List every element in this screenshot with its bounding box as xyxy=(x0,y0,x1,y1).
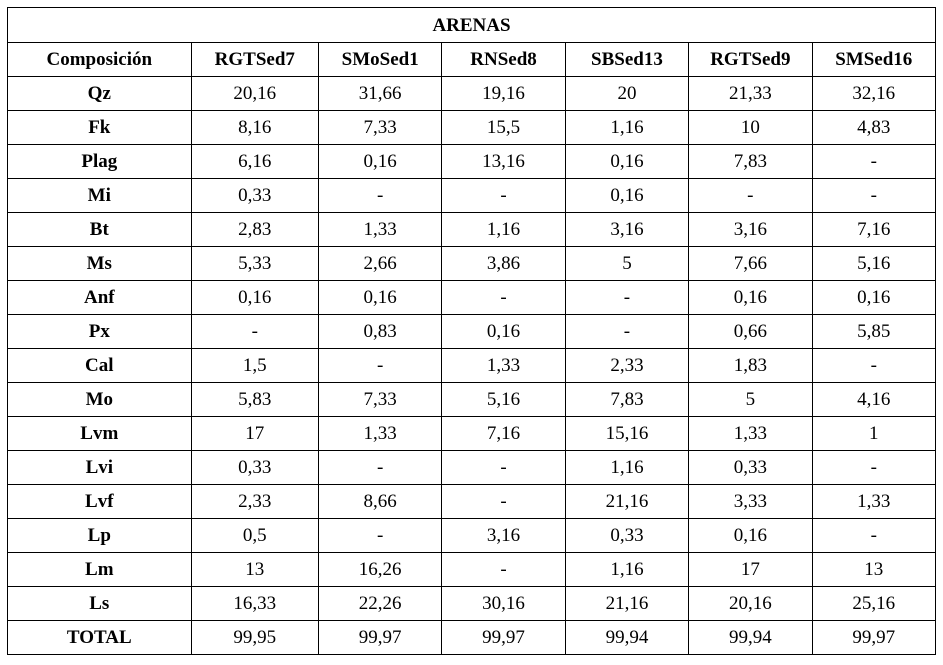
table-header-row xyxy=(8,43,936,77)
table-cell: - xyxy=(565,281,688,315)
table-row xyxy=(8,587,936,621)
table-cell: 5,16 xyxy=(812,247,935,281)
table-row xyxy=(8,145,936,179)
table-cell: 0,83 xyxy=(318,315,441,349)
row-label: Ms xyxy=(8,247,192,281)
table-cell: 0,16 xyxy=(689,281,812,315)
table-cell: 6,16 xyxy=(191,145,318,179)
column-header: RGTSed9 xyxy=(689,43,812,77)
row-label: TOTAL xyxy=(8,621,192,655)
table-cell: 1,16 xyxy=(565,451,688,485)
table-row xyxy=(8,553,936,587)
table-cell: 0,33 xyxy=(191,179,318,213)
table-cell: 30,16 xyxy=(442,587,565,621)
row-label: Lm xyxy=(8,553,192,587)
table-cell: 0,16 xyxy=(318,145,441,179)
table-cell: 5,85 xyxy=(812,315,935,349)
table-cell: 13,16 xyxy=(442,145,565,179)
table-cell: 16,26 xyxy=(318,553,441,587)
table-cell: 0,16 xyxy=(565,145,688,179)
table-cell: - xyxy=(442,553,565,587)
table-cell: - xyxy=(689,179,812,213)
row-label: Lp xyxy=(8,519,192,553)
row-label: Px xyxy=(8,315,192,349)
row-label: Anf xyxy=(8,281,192,315)
table-cell: 0,33 xyxy=(689,451,812,485)
table-cell: 8,16 xyxy=(191,111,318,145)
row-label: Lvi xyxy=(8,451,192,485)
table-row xyxy=(8,213,936,247)
table-cell: - xyxy=(812,451,935,485)
table-cell: 1,16 xyxy=(442,213,565,247)
table-cell: 5 xyxy=(565,247,688,281)
row-label: Lvm xyxy=(8,417,192,451)
table-row xyxy=(8,247,936,281)
table-cell: 7,83 xyxy=(565,383,688,417)
table-row xyxy=(8,485,936,519)
table-cell: 0,33 xyxy=(191,451,318,485)
table-cell: - xyxy=(318,451,441,485)
table-row xyxy=(8,349,936,383)
table-cell: 13 xyxy=(191,553,318,587)
table-cell: 22,26 xyxy=(318,587,441,621)
table-cell: 2,33 xyxy=(191,485,318,519)
table-cell: 7,66 xyxy=(689,247,812,281)
table-cell: 15,16 xyxy=(565,417,688,451)
table-cell: - xyxy=(812,145,935,179)
table-row xyxy=(8,77,936,111)
table-cell: 4,16 xyxy=(812,383,935,417)
table-cell: 17 xyxy=(689,553,812,587)
table-cell: 2,33 xyxy=(565,349,688,383)
table-cell: 3,86 xyxy=(442,247,565,281)
table-cell: - xyxy=(565,315,688,349)
row-label: Ls xyxy=(8,587,192,621)
table-cell: 5,83 xyxy=(191,383,318,417)
table-cell: 10 xyxy=(689,111,812,145)
table-row xyxy=(8,281,936,315)
table-cell: 20,16 xyxy=(689,587,812,621)
table-cell: 2,83 xyxy=(191,213,318,247)
table-cell: 5,33 xyxy=(191,247,318,281)
table-cell: 7,33 xyxy=(318,383,441,417)
table-row xyxy=(8,383,936,417)
table-cell: 99,94 xyxy=(565,621,688,655)
table-row xyxy=(8,621,936,655)
table-cell: 15,5 xyxy=(442,111,565,145)
table-title: ARENAS xyxy=(8,8,936,43)
table-cell: - xyxy=(442,281,565,315)
table-cell: 1,5 xyxy=(191,349,318,383)
table-cell: - xyxy=(318,179,441,213)
table-row xyxy=(8,111,936,145)
composition-table xyxy=(7,7,936,655)
table-cell: 17 xyxy=(191,417,318,451)
table-row xyxy=(8,519,936,553)
table-cell: 1,33 xyxy=(442,349,565,383)
table-cell: 25,16 xyxy=(812,587,935,621)
table-cell: 21,16 xyxy=(565,587,688,621)
table-cell: 20 xyxy=(565,77,688,111)
table-cell: 0,16 xyxy=(191,281,318,315)
table-cell: 3,16 xyxy=(442,519,565,553)
table-cell: 1,33 xyxy=(318,213,441,247)
table-cell: 0,16 xyxy=(318,281,441,315)
table-cell: - xyxy=(812,519,935,553)
table-cell: - xyxy=(812,179,935,213)
row-label: Fk xyxy=(8,111,192,145)
table-row xyxy=(8,315,936,349)
table-cell: - xyxy=(442,179,565,213)
table-cell: - xyxy=(812,349,935,383)
table-cell: 20,16 xyxy=(191,77,318,111)
table-row xyxy=(8,417,936,451)
table-cell: 5 xyxy=(689,383,812,417)
table-cell: 2,66 xyxy=(318,247,441,281)
table-cell: 3,16 xyxy=(565,213,688,247)
table-cell: 0,66 xyxy=(689,315,812,349)
column-header: RGTSed7 xyxy=(191,43,318,77)
table-body xyxy=(8,77,936,655)
table-cell: 0,16 xyxy=(689,519,812,553)
table-cell: 5,16 xyxy=(442,383,565,417)
row-label: Bt xyxy=(8,213,192,247)
column-header: Composición xyxy=(8,43,192,77)
table-cell: - xyxy=(191,315,318,349)
row-label: Lvf xyxy=(8,485,192,519)
table-cell: 99,97 xyxy=(318,621,441,655)
table-cell: - xyxy=(442,451,565,485)
column-header: RNSed8 xyxy=(442,43,565,77)
table-cell: - xyxy=(318,519,441,553)
table-row xyxy=(8,179,936,213)
table-cell: 99,97 xyxy=(812,621,935,655)
table-cell: 0,33 xyxy=(565,519,688,553)
table-cell: 4,83 xyxy=(812,111,935,145)
table-cell: 99,94 xyxy=(689,621,812,655)
table-cell: 1,83 xyxy=(689,349,812,383)
table-cell: 7,33 xyxy=(318,111,441,145)
table-cell: 32,16 xyxy=(812,77,935,111)
table-row xyxy=(8,451,936,485)
table-cell: 7,16 xyxy=(812,213,935,247)
table-cell: 13 xyxy=(812,553,935,587)
column-header: SMSed16 xyxy=(812,43,935,77)
column-header: SMoSed1 xyxy=(318,43,441,77)
table-cell: 99,97 xyxy=(442,621,565,655)
table-cell: 21,16 xyxy=(565,485,688,519)
table-cell: 1 xyxy=(812,417,935,451)
table-cell: 1,16 xyxy=(565,553,688,587)
table-cell: 8,66 xyxy=(318,485,441,519)
row-label: Mo xyxy=(8,383,192,417)
table-cell: 0,16 xyxy=(442,315,565,349)
table-cell: 1,33 xyxy=(318,417,441,451)
table-cell: 21,33 xyxy=(689,77,812,111)
table-cell: 7,83 xyxy=(689,145,812,179)
row-label: Plag xyxy=(8,145,192,179)
table-cell: 19,16 xyxy=(442,77,565,111)
table-cell: 3,33 xyxy=(689,485,812,519)
table-cell: 1,33 xyxy=(812,485,935,519)
table-cell: 3,16 xyxy=(689,213,812,247)
table-cell: 1,33 xyxy=(689,417,812,451)
table-cell: - xyxy=(442,485,565,519)
table-cell: 1,16 xyxy=(565,111,688,145)
table-cell: 7,16 xyxy=(442,417,565,451)
row-label: Qz xyxy=(8,77,192,111)
table-cell: 0,5 xyxy=(191,519,318,553)
table-cell: 0,16 xyxy=(812,281,935,315)
table-cell: 16,33 xyxy=(191,587,318,621)
row-label: Cal xyxy=(8,349,192,383)
table-cell: 31,66 xyxy=(318,77,441,111)
table-cell: - xyxy=(318,349,441,383)
table-cell: 99,95 xyxy=(191,621,318,655)
table-title-row xyxy=(8,8,936,43)
column-header: SBSed13 xyxy=(565,43,688,77)
table-cell: 0,16 xyxy=(565,179,688,213)
row-label: Mi xyxy=(8,179,192,213)
